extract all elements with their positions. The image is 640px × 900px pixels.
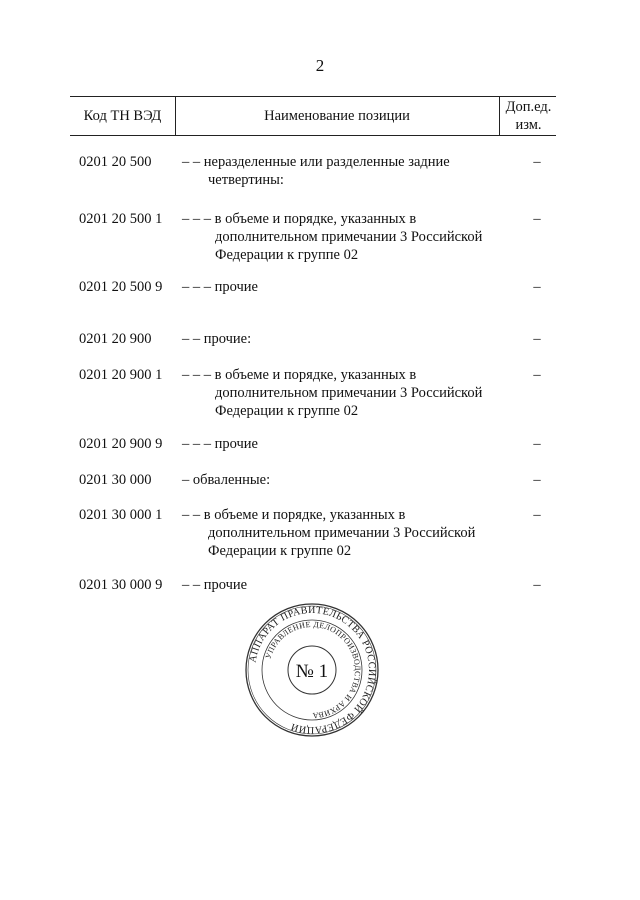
row-name-line: Федерации к группе 02 <box>208 543 352 559</box>
row-name-line <box>182 576 512 594</box>
row-name-text: прочие: <box>203 331 252 347</box>
row-dash: – – – <box>182 211 211 227</box>
row-code: 0201 20 900 9 <box>79 436 163 452</box>
row-code: 0201 20 900 1 <box>79 367 163 383</box>
header-code: Код ТН ВЭД <box>70 97 176 135</box>
row-name <box>182 471 512 489</box>
row-name-text: прочие <box>214 279 258 295</box>
row-dash: – – <box>182 577 201 593</box>
row-name <box>182 366 512 420</box>
row-name-line <box>182 435 512 453</box>
row-name-line: дополнительном примечании 3 Российской <box>215 229 483 245</box>
row-name <box>182 435 512 453</box>
row-name <box>182 278 512 296</box>
row-unit: – <box>533 577 541 593</box>
row-name-line: дополнительном примечании 3 Российской <box>215 385 483 401</box>
row-code: 0201 20 500 9 <box>79 279 163 295</box>
row-unit: – <box>533 507 541 523</box>
row-name-line <box>182 278 512 296</box>
row-code: 0201 30 000 9 <box>79 577 163 593</box>
row-dash: – – – <box>182 367 211 383</box>
header-name: Наименование позиции <box>264 108 410 124</box>
row-unit: – <box>533 154 541 170</box>
row-name <box>182 330 512 348</box>
row-name <box>182 576 512 594</box>
row-name-text: прочие <box>203 577 248 593</box>
row-dash: – – – <box>182 279 211 295</box>
row-dash: – – <box>182 331 201 347</box>
row-name-line <box>182 506 512 524</box>
row-name <box>182 210 512 264</box>
row-name-line: Федерации к группе 02 <box>215 403 359 419</box>
row-name <box>182 153 512 189</box>
row-name-text: прочие <box>214 436 258 452</box>
row-unit: – <box>533 211 541 227</box>
row-name-line: Федерации к группе 02 <box>215 247 359 263</box>
row-name-text: в объеме и порядке, указанных в <box>203 507 406 523</box>
row-unit: – <box>533 436 541 452</box>
row-name-line: дополнительном примечании 3 Российской <box>208 525 476 541</box>
table-header <box>70 96 556 136</box>
row-name-text: неразделенные или разделенные задние <box>203 154 450 170</box>
row-name-text: обваленные: <box>192 472 271 488</box>
row-code: 0201 20 900 <box>79 331 152 347</box>
row-name-line <box>182 366 512 384</box>
row-name-line: четвертины: <box>208 172 284 188</box>
page-number: 2 <box>315 56 325 75</box>
row-unit: – <box>533 472 541 488</box>
row-code: 0201 30 000 1 <box>79 507 163 523</box>
row-name-line <box>182 210 512 228</box>
row-unit: – <box>533 367 541 383</box>
row-name-text: в объеме и порядке, указанных в <box>214 211 417 227</box>
row-code: 0201 20 500 <box>79 154 152 170</box>
header-unit: Доп.ед. изм. <box>499 97 557 135</box>
row-code: 0201 20 500 1 <box>79 211 163 227</box>
official-stamp <box>244 602 380 738</box>
row-name-line <box>182 330 512 348</box>
row-name-line <box>182 471 512 489</box>
row-dash: – – <box>182 507 201 523</box>
row-name <box>182 506 512 560</box>
row-code: 0201 30 000 <box>79 472 152 488</box>
row-dash: – <box>182 472 190 488</box>
row-dash: – – – <box>182 436 211 452</box>
stamp-inner-text: УПРАВЛЕНИЕ ДЕЛОПРОИЗВОДСТВА И АРХИВА <box>263 619 363 721</box>
row-unit: – <box>533 331 541 347</box>
stamp-outer-text: АППАРАТ ПРАВИТЕЛЬСТВА РОССИЙСКОЙ ФЕДЕРАЦИИ <box>247 604 378 736</box>
row-name-line <box>182 153 512 171</box>
row-name-text: в объеме и порядке, указанных в <box>214 367 417 383</box>
stamp-number: № 1 <box>295 661 329 682</box>
row-dash: – – <box>182 154 201 170</box>
row-unit: – <box>533 279 541 295</box>
